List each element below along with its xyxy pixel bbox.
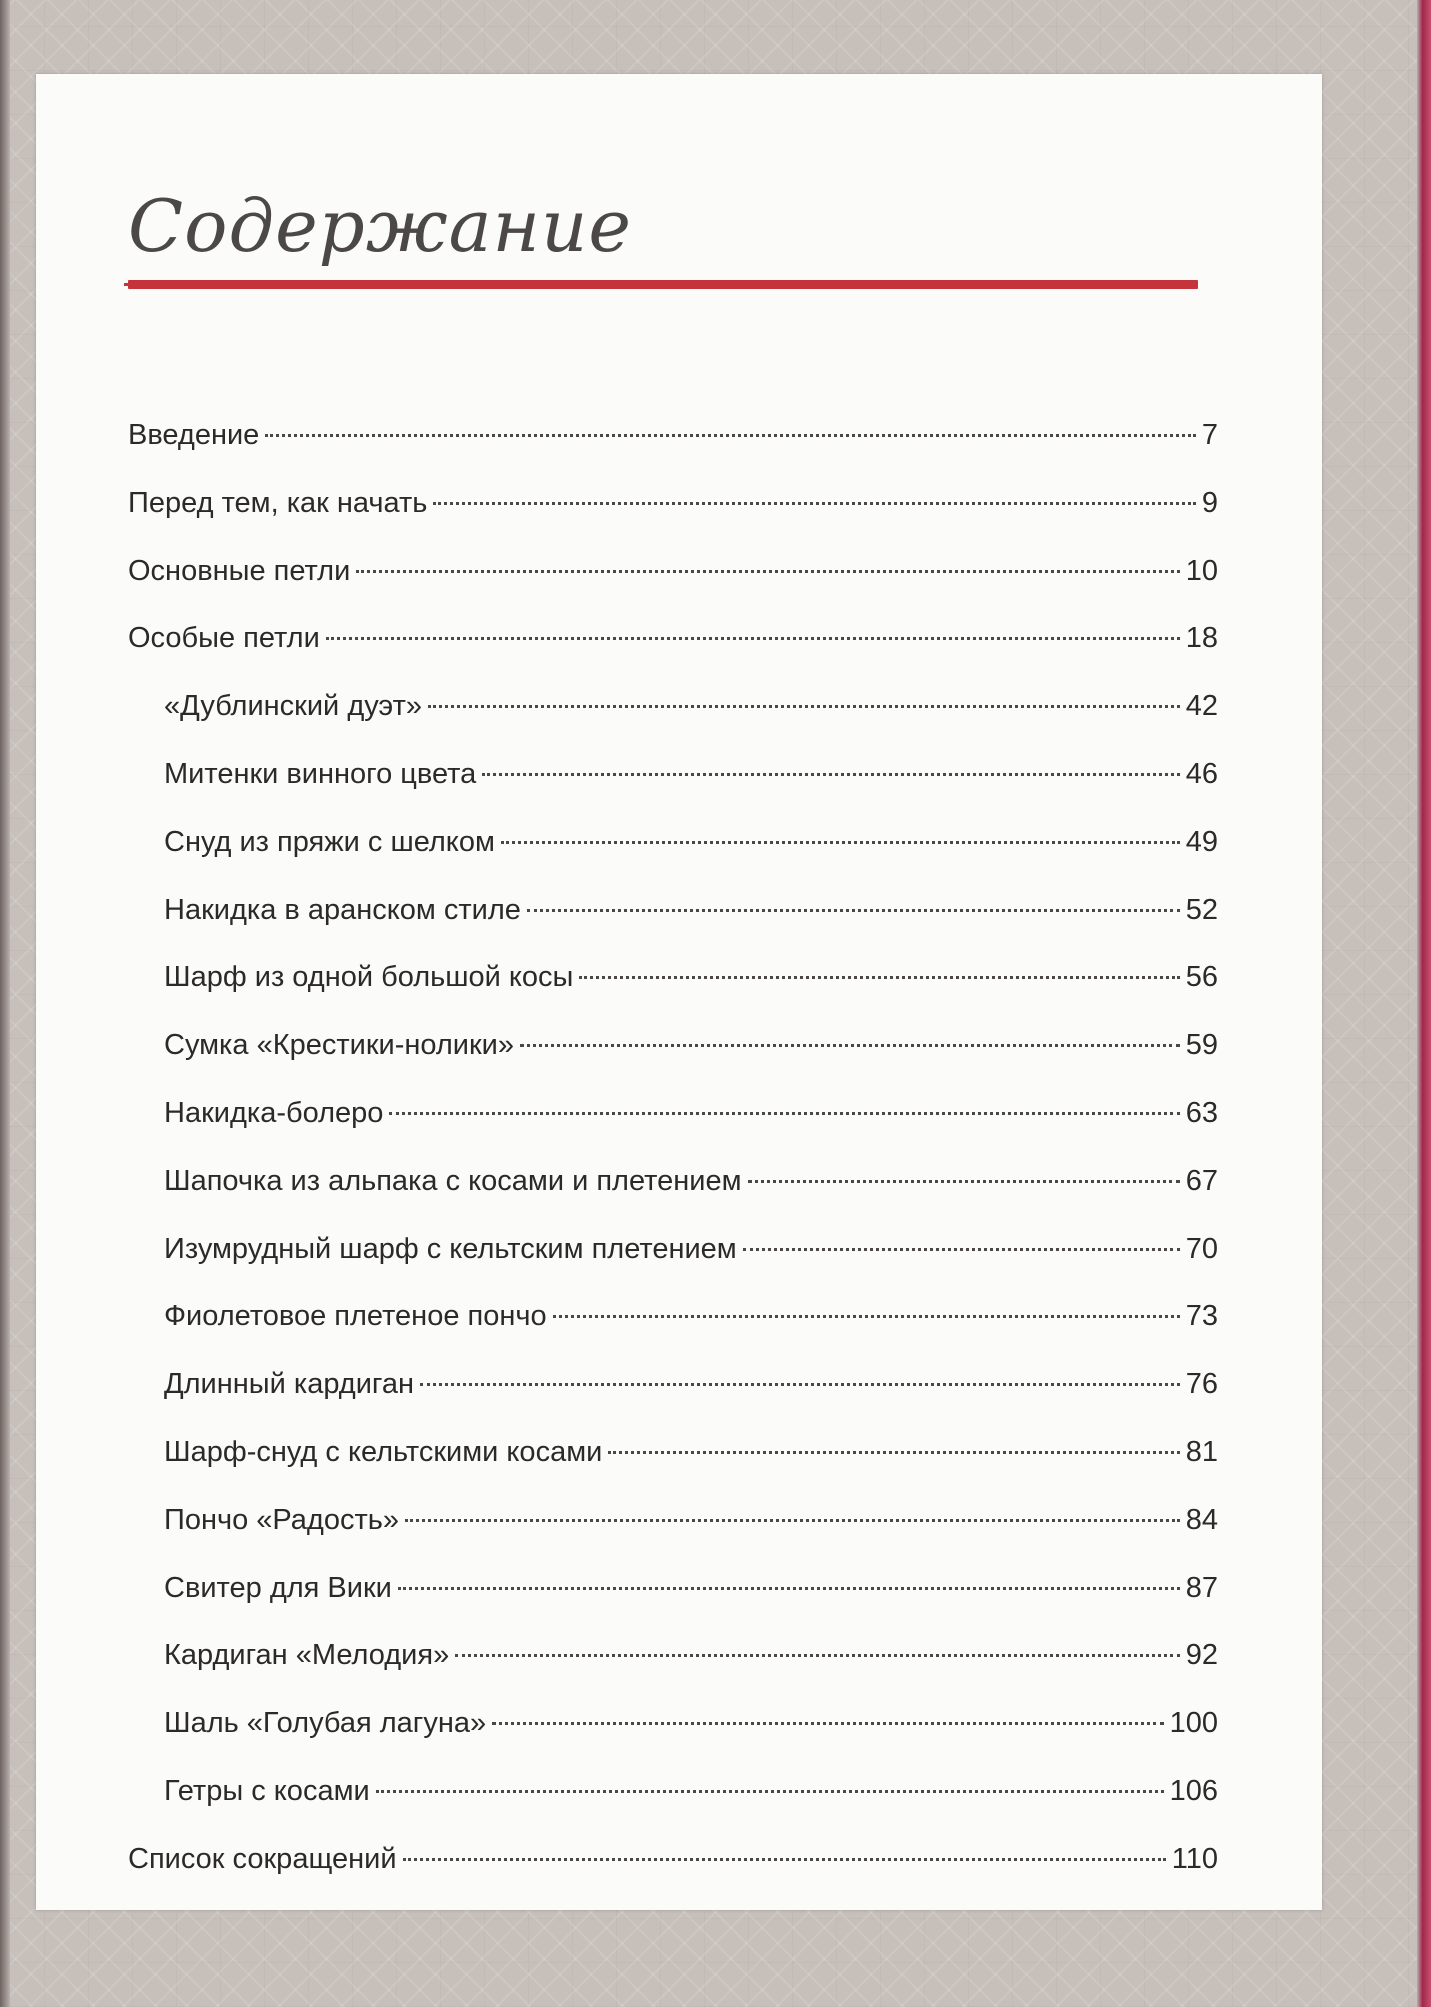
dot-leader (326, 637, 1180, 640)
toc-entry-title: Фиолетовое плетеное пончо (164, 1300, 547, 1332)
toc-entry[interactable] (128, 1029, 1218, 1069)
toc-entry-title: Список сокращений (128, 1843, 397, 1875)
toc-entry-page-number: 92 (1185, 1639, 1218, 1671)
title-underline (128, 280, 1198, 289)
toc-entry-page-number: 100 (1169, 1707, 1218, 1739)
page-title: Содержание (128, 184, 632, 268)
dot-leader (482, 773, 1180, 776)
toc-entry-page-number: 18 (1185, 622, 1218, 654)
toc-entry-page-number: 63 (1185, 1097, 1218, 1129)
toc-entry-title: Шарф из одной большой косы (164, 961, 574, 993)
book-spine-shadow (0, 0, 10, 2007)
toc-entry-title: Введение (128, 419, 260, 451)
toc-entry[interactable] (128, 1843, 1218, 1883)
toc-entry-page-number: 67 (1185, 1165, 1218, 1197)
dot-leader (433, 502, 1195, 505)
toc-entry-title: Длинный кардиган (164, 1368, 415, 1400)
dot-leader (405, 1519, 1180, 1522)
dot-leader (579, 976, 1179, 979)
dot-leader (501, 841, 1180, 844)
toc-entry[interactable] (128, 1775, 1218, 1815)
toc-entry-page-number: 110 (1171, 1843, 1218, 1875)
toc-entry[interactable] (128, 622, 1218, 662)
toc-entry[interactable] (128, 758, 1218, 798)
dot-leader (743, 1248, 1180, 1251)
dot-leader (265, 434, 1196, 437)
dot-leader (608, 1451, 1179, 1454)
toc-entry-page-number: 7 (1201, 419, 1218, 451)
toc-entry-page-number: 70 (1185, 1233, 1218, 1265)
toc-entry[interactable] (128, 1572, 1218, 1612)
toc-entry-title: Накидка в аранском стиле (164, 894, 521, 926)
dot-leader (553, 1315, 1180, 1318)
toc-entry-page-number: 46 (1185, 758, 1218, 790)
toc-entry-page-number: 81 (1185, 1436, 1218, 1468)
dot-leader (376, 1790, 1164, 1793)
page-edge-binding (1417, 0, 1431, 2007)
toc-entry[interactable] (128, 1436, 1218, 1476)
toc-entry-page-number: 49 (1185, 826, 1218, 858)
dot-leader (398, 1587, 1180, 1590)
toc-entry-title: Снуд из пряжи с шелком (164, 826, 495, 858)
toc-entry[interactable] (128, 1368, 1218, 1408)
toc-entry-page-number: 9 (1201, 487, 1218, 519)
toc-entry-page-number: 76 (1185, 1368, 1218, 1400)
toc-entry[interactable] (128, 1097, 1218, 1137)
toc-entry-page-number: 84 (1185, 1504, 1218, 1536)
toc-entry-page-number: 52 (1185, 894, 1218, 926)
toc-entry-title: «Дублинский дуэт» (164, 690, 422, 722)
dot-leader (389, 1112, 1179, 1115)
dot-leader (428, 705, 1180, 708)
dot-leader (748, 1180, 1180, 1183)
dot-leader (403, 1858, 1166, 1861)
toc-entry-title: Шарф-снуд с кельтскими косами (164, 1436, 603, 1468)
toc-entry[interactable] (128, 1504, 1218, 1544)
dot-leader (527, 909, 1180, 912)
toc-entry-page-number: 42 (1185, 690, 1218, 722)
toc-entry-title: Перед тем, как начать (128, 487, 428, 519)
toc-entry-title: Пончо «Радость» (164, 1504, 399, 1536)
toc-entry[interactable] (128, 690, 1218, 730)
toc-entry[interactable] (128, 1233, 1218, 1273)
toc-entry-page-number: 87 (1185, 1572, 1218, 1604)
toc-entry[interactable] (128, 1300, 1218, 1340)
dot-leader (356, 570, 1179, 573)
toc-entry-title: Шаль «Голубая лагуна» (164, 1707, 487, 1739)
toc-entry[interactable] (128, 487, 1218, 527)
toc-entry-title: Особые петли (128, 622, 320, 654)
dot-leader (420, 1383, 1180, 1386)
toc-entry-title: Накидка-болеро (164, 1097, 384, 1129)
dot-leader (492, 1722, 1163, 1725)
toc-entry-title: Кардиган «Мелодия» (164, 1639, 450, 1671)
contents-page (36, 74, 1322, 1910)
dot-leader (520, 1044, 1180, 1047)
toc-entry-page-number: 10 (1185, 555, 1218, 587)
toc-entry[interactable] (128, 961, 1218, 1001)
toc-entry[interactable] (128, 555, 1218, 595)
toc-entry-page-number: 73 (1185, 1300, 1218, 1332)
toc-entry-title: Гетры с косами (164, 1775, 370, 1807)
toc-entry-page-number: 106 (1169, 1775, 1218, 1807)
toc-entry-page-number: 56 (1185, 961, 1218, 993)
toc-entry-title: Свитер для Вики (164, 1572, 392, 1604)
toc-entry[interactable] (128, 1639, 1218, 1679)
dot-leader (455, 1654, 1180, 1657)
toc-entry[interactable] (128, 419, 1218, 459)
toc-entry[interactable] (128, 826, 1218, 866)
toc-entry[interactable] (128, 1707, 1218, 1747)
toc-entry-title: Изумрудный шарф с кельтским плетением (164, 1233, 737, 1265)
toc-entry-title: Шапочка из альпака с косами и плетением (164, 1165, 742, 1197)
toc-entry[interactable] (128, 894, 1218, 934)
toc-entry[interactable] (128, 1165, 1218, 1205)
toc-entry-title: Основные петли (128, 555, 351, 587)
toc-entry-title: Митенки винного цвета (164, 758, 477, 790)
toc-entry-page-number: 59 (1185, 1029, 1218, 1061)
toc-entry-title: Сумка «Крестики-нолики» (164, 1029, 515, 1061)
